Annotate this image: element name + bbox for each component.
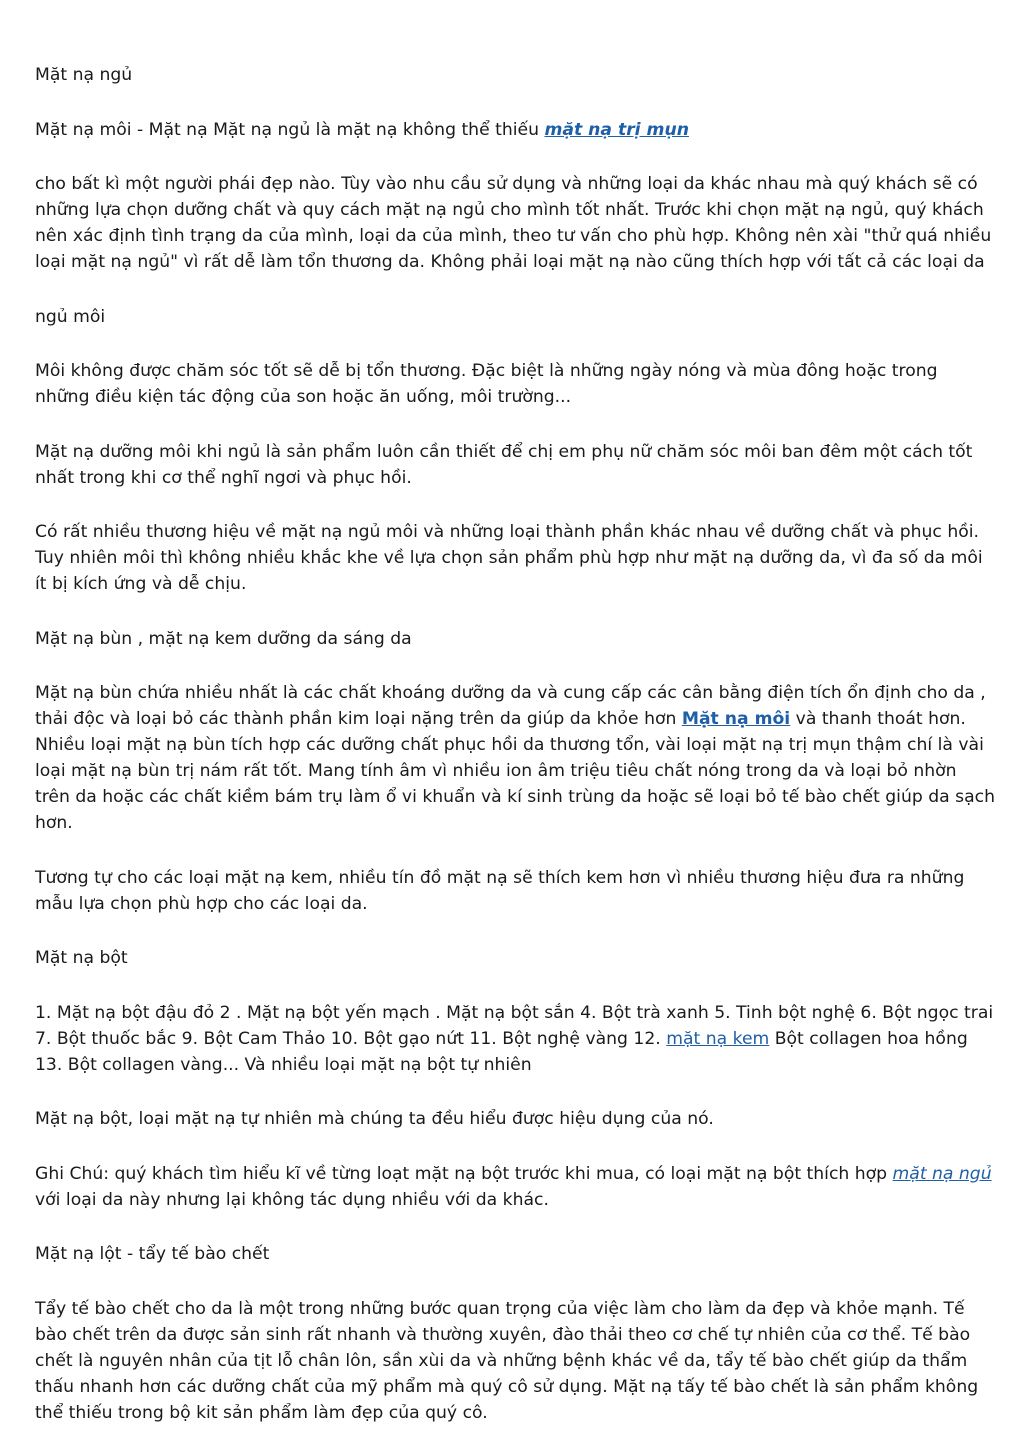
link-cream-mask[interactable]: mặt nạ kem (666, 1028, 770, 1049)
heading-powder: Mặt nạ bột (35, 948, 128, 968)
paragraph-text: với loại da này nhưng lại không tác dụng nhiều với da khác. (35, 1189, 549, 1210)
paragraph-cream: Tương tự cho các loại mặt nạ kem, nhiều tín đồ mặt nạ sẽ thích kem hơn vì nhiều thương hiệu đưa ra những mẫu lựa chọn phù hợp cho các loại da. (35, 867, 965, 914)
paragraph-lip-night: Mặt nạ dưỡng môi khi ngủ là sản phẩm luôn cần thiết để chị em phụ nữ chăm sóc môi ban đêm một cách tốt nhất trong khi cơ thể nghĩ ngơi và phục hồi. (35, 441, 973, 488)
paragraph-everyone: cho bất kì một người phái đẹp nào. Tùy vào nhu cầu sử dụng và những loại da khác nhau mà quý khách sẽ có những lựa chọn dưỡng chất và quy cách mặt nạ ngủ cho mình tốt nhất. Trước khi chọn mặt nạ ngủ, quý khách nên xác định tình trạng da của mình, loại da của mình, theo tư vấn cho phù hợp. Không nên xài "thử quá nhiều loại mặt nạ ngủ" vì rất dễ làm tổn thương da. Không phải loại mặt nạ nào cũng thích hợp với tất cả các loại da (35, 174, 992, 272)
paragraph-lip-intro (35, 117, 995, 143)
paragraph-note (35, 1161, 995, 1213)
paragraph-powder-natural: Mặt nạ bột, loại mặt nạ tự nhiên mà chúng ta đều hiểu được hiệu dụng của nó. (35, 1109, 714, 1129)
paragraph-text: Bột collagen hoa hồng 13. Bột collagen vàng... Và nhiều loại mặt nạ bột tự nhiên (35, 1028, 968, 1075)
heading-lip: ngủ môi (35, 306, 106, 327)
paragraph-mud (35, 680, 995, 836)
link-acne-mask[interactable]: mặt nạ trị mụn (544, 119, 689, 140)
paragraph-text: Mặt nạ môi - Mặt nạ Mặt nạ ngủ là mặt nạ không thể thiếu (35, 119, 545, 140)
link-lip-mask[interactable]: Mặt nạ môi (681, 709, 791, 729)
heading-sleep-mask: Mặt nạ ngủ (35, 65, 133, 85)
link-sleep-mask[interactable]: mặt nạ ngủ (892, 1163, 992, 1184)
paragraph-peel: Tẩy tế bào chết cho da là một trong những bước quan trọng của việc làm cho làm da đẹp và khỏe mạnh. Tế bào chết trên da được sản sinh rất nhanh và thường xuyên, đào thải theo cơ chế tự nhiên của cơ thể. Tế bào chết là nguyên nhân của tịt lỗ chân lôn, sần xùi da và những bệnh khác về da, tẩy tế bào chết giúp da thẩm thấu nhanh hơn các dưỡng chất của mỹ phẩm mà quý cô sử dụng. Mặt nạ tấy tế bào chết là sản phẩm không thể thiếu trong bộ kit sản phẩm làm đẹp của quý cô. (35, 1298, 979, 1423)
paragraph-text: Ghi Chú: quý khách tìm hiểu kĩ về từng loạt mặt nạ bột trước khi mua, có loại mặt nạ bột thích hợp (35, 1163, 893, 1184)
paragraph-text: và thanh thoát hơn. Nhiều loại mặt nạ bùn tích hợp các dưỡng chất phục hồi da thương tổn, vài loại mặt nạ trị mụn thậm chí là vài loại mặt nạ bùn trị nám rất tốt. Mang tính âm vì nhiều ion âm triệu tiêu chất nóng trong da và loại bỏ nhờn trên da hoặc các chất kiềm bám trụ làm ổ vi khuẩn và kí sinh trùng da hoặc sẽ loại bỏ tế bào chết giúp da sạch hơn. (35, 709, 995, 833)
heading-peel: Mặt nạ lột - tẩy tế bào chết (35, 1244, 270, 1264)
paragraph-powder-list (35, 1000, 995, 1078)
paragraph-text: Mặt nạ bùn chứa nhiều nhất là các chất khoáng dưỡng da và cung cấp các cân bằng điện tích ổn định cho da , thải độc và loại bỏ các thành phần kim loại nặng trên da giúp da khỏe hơn (35, 683, 986, 729)
document-body (35, 62, 995, 1454)
paragraph-text: 1. Mặt nạ bột đậu đỏ 2 . Mặt nạ bột yến mạch . Mặt nạ bột sắn 4. Bột trà xanh 5. Tinh bột nghệ 6. Bột ngọc trai 7. Bột thuốc bắc 9. Bột Cam Thảo 10. Bột gạo nứt 11. Bột nghệ vàng 12. (35, 1002, 994, 1049)
paragraph-lip-damage: Môi không được chăm sóc tốt sẽ dễ bị tổn thương. Đặc biệt là những ngày nóng và mùa đông hoặc trong những điều kiện tác động của son hoặc ăn uống, môi trường... (35, 361, 938, 407)
heading-mud: Mặt nạ bùn , mặt nạ kem dưỡng da sáng da (35, 628, 412, 649)
paragraph-brands: Có rất nhiều thương hiệu về mặt nạ ngủ môi và những loại thành phần khác nhau về dưỡng chất và phục hồi. Tuy nhiên môi thì không nhiều khắc khe về lựa chọn sản phẩm phù hợp như mặt nạ dưỡng da, vì đa số da môi ít bị kích ứng và dễ chịu. (35, 522, 983, 594)
